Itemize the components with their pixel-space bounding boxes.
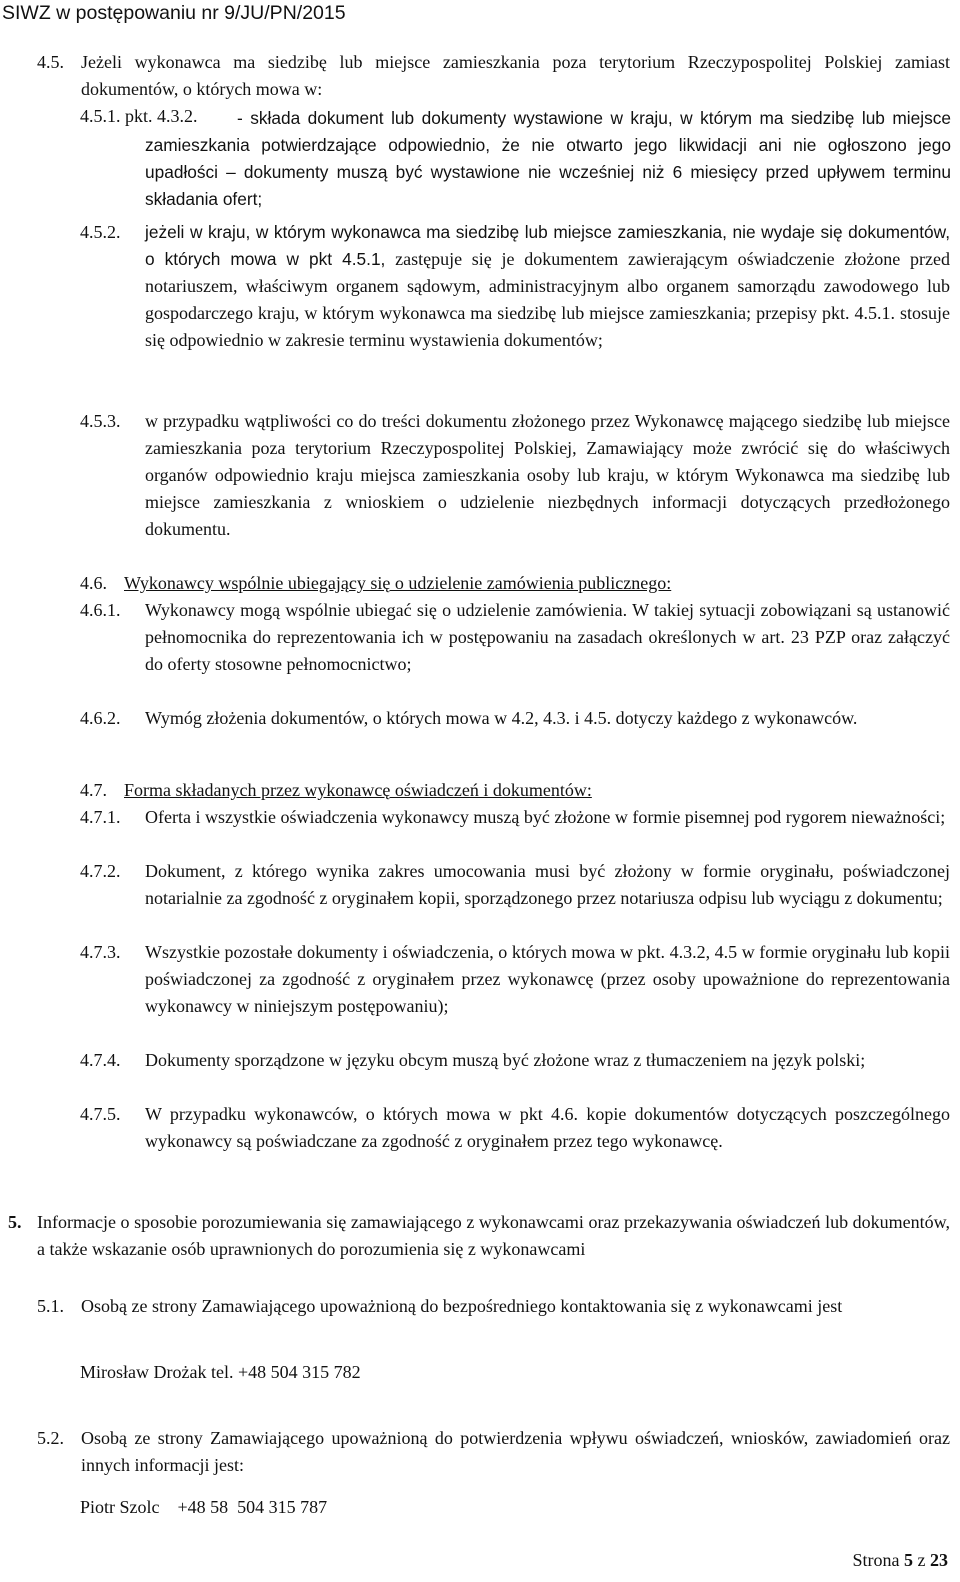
section-5-1: [37, 1293, 950, 1320]
section-text: jeżeli w kraju, w którym wykonawca ma siedzibę lub miejsce zamieszkania, nie wydaje się dokumentów, o których mowa w pkt 4.5.1, zastępuje się je dokumentem zawierającym oświadczenie złożone przed notariuszem, właściwym organem sądowym, administracyjnym albo organem samorządu zawodowego lub gospodarczego kraju, w którym wykonawca ma siedzibę lub miejsce zamieszkania; przepisy pkt. 4.5.1. stosuje się odpowiednio w zakresie terminu wystawienia dokumentów;: [145, 222, 950, 350]
section-4-7-5: [80, 1101, 950, 1155]
section-number: 5.2.: [37, 1428, 64, 1448]
section-title: Forma składanych przez wykonawcę oświadczeń i dokumentów:: [124, 780, 592, 800]
section-5-2: [37, 1425, 950, 1479]
section-text: Oferta i wszystkie oświadczenia wykonawcy muszą być złożone w formie pisemnej pod rygorem nieważności;: [145, 807, 946, 827]
document-header: SIWZ w postępowaniu nr 9/JU/PN/2015: [2, 2, 346, 24]
section-text: Osobą ze strony Zamawiającego upoważnioną do potwierdzenia wpływu oświadczeń, wniosków, zawiadomień oraz innych informacji jest:: [81, 1428, 950, 1475]
section-number: 4.7.2.: [80, 861, 121, 881]
section-number: 5.: [8, 1212, 22, 1232]
contact-person-1: Mirosław Drożak tel. +48 504 315 782: [80, 1362, 361, 1382]
section-number: 4.6.1.: [80, 600, 121, 620]
section-text: Informacje o sposobie porozumiewania się zamawiającego z wykonawcami oraz przekazywania oświadczeń lub dokumentów, a także wskazanie osób uprawnionych do porozumienia się z wykonawcami: [37, 1212, 950, 1259]
section-4-5-1-text: - składa dokument lub dokumenty wystawione w kraju, w którym ma siedzibę lub miejsce zamieszkania potwierdzające odpowiednio, że nie otwarto jego likwidacji ani nie ogłoszono jego upadłości – dokumenty muszą być wystawione nie wcześniej niż 6 miesięcy przed upływem terminu składania ofert;: [145, 108, 951, 209]
section-text: Dokumenty sporządzone w języku obcym muszą być złożone wraz z tłumaczeniem na język polski;: [145, 1050, 866, 1070]
section-4-7-4: [80, 1047, 950, 1074]
section-text: Wykonawcy mogą wspólnie ubiegać się o udzielenie zamówienia. W takiej sytuacji zobowiązani są ustanowić pełnomocnika do reprezentowania ich w postępowaniu na zasadach określonych w art. 23 PZP oraz załączyć do oferty stosowne pełnomocnictwo;: [145, 600, 950, 674]
section-number: 4.5.: [37, 52, 64, 72]
section-number: 4.5.3.: [80, 411, 121, 431]
section-4-6-1: [80, 597, 950, 678]
section-number: 4.6.: [80, 573, 107, 593]
section-4-6: [80, 570, 950, 597]
section-text: Wszystkie pozostałe dokumenty i oświadczenia, o których mowa w pkt. 4.3.2, 4.5 w formie oryginału lub kopii poświadczonej za zgodność z oryginałem przez wykonawcę (przez osoby upoważnione do reprezentowania wykonawcy w niniejszym postępowaniu);: [145, 942, 950, 1016]
contact-person-2: Piotr Szolc +48 58 504 315 787: [80, 1497, 328, 1517]
section-number: 4.7.4.: [80, 1050, 121, 1070]
section-number: 4.5.2.: [80, 222, 121, 242]
section-number: 4.7.5.: [80, 1104, 121, 1124]
section-5: [8, 1209, 950, 1263]
section-title: Wykonawcy wspólnie ubiegający się o udzielenie zamówienia publicznego:: [124, 573, 672, 593]
section-number: 4.7.: [80, 780, 107, 800]
section-text: Osobą ze strony Zamawiającego upoważnioną do bezpośredniego kontaktowania się z wykonawcami jest: [81, 1296, 843, 1316]
section-text: Wymóg złożenia dokumentów, o których mowa w 4.2, 4.3. i 4.5. dotyczy każdego z wykonawców.: [145, 708, 858, 728]
section-4-6-2: [80, 705, 950, 732]
section-4-5: [37, 49, 950, 103]
section-4-7-1: [80, 804, 950, 831]
section-4-5-3: [80, 408, 950, 543]
section-number: 4.5.1. pkt. 4.3.2.: [80, 106, 198, 126]
section-number: 4.6.2.: [80, 708, 121, 728]
section-text: Jeżeli wykonawca ma siedzibę lub miejsce zamieszkania poza terytorium Rzeczypospolitej Polskiej zamiast dokumentów, o których mowa w:: [81, 52, 950, 99]
section-4-7-3: [80, 939, 950, 1020]
section-4-5-2: [80, 219, 950, 354]
section-4-7: [80, 777, 950, 804]
section-text: w przypadku wątpliwości co do treści dokumentu złożonego przez Wykonawcę mającego siedzibę lub miejsce zamieszkania poza terytorium Rzeczypospolitej Polskiej, Zamawiający może zwrócić się do właściwych organów odpowiednio kraju miejsca zamieszkania osoby lub kraju, w którym Wykonawca ma siedzibę lub miejsce zamieszkania z wnioskiem o udzielenie niezbędnych informacji dotyczących przedłożonego dokumentu.: [145, 411, 950, 539]
page-number: Strona 5 z 23: [852, 1550, 948, 1570]
section-text: W przypadku wykonawców, o których mowa w pkt 4.6. kopie dokumentów dotyczących poszczególnego wykonawcy są poświadczane za zgodność z oryginałem przez tego wykonawcę.: [145, 1104, 950, 1151]
section-number: 4.7.3.: [80, 942, 121, 962]
section-text: Dokument, z którego wynika zakres umocowania musi być złożony w formie oryginału, poświadczonej notarialnie za zgodność z oryginałem kopii, sporządzonego przez notariusza odpisu lub wyciągu z dokumentu;: [145, 861, 950, 908]
section-number: 4.7.1.: [80, 807, 121, 827]
section-4-7-2: [80, 858, 950, 912]
section-number: 5.1.: [37, 1296, 64, 1316]
